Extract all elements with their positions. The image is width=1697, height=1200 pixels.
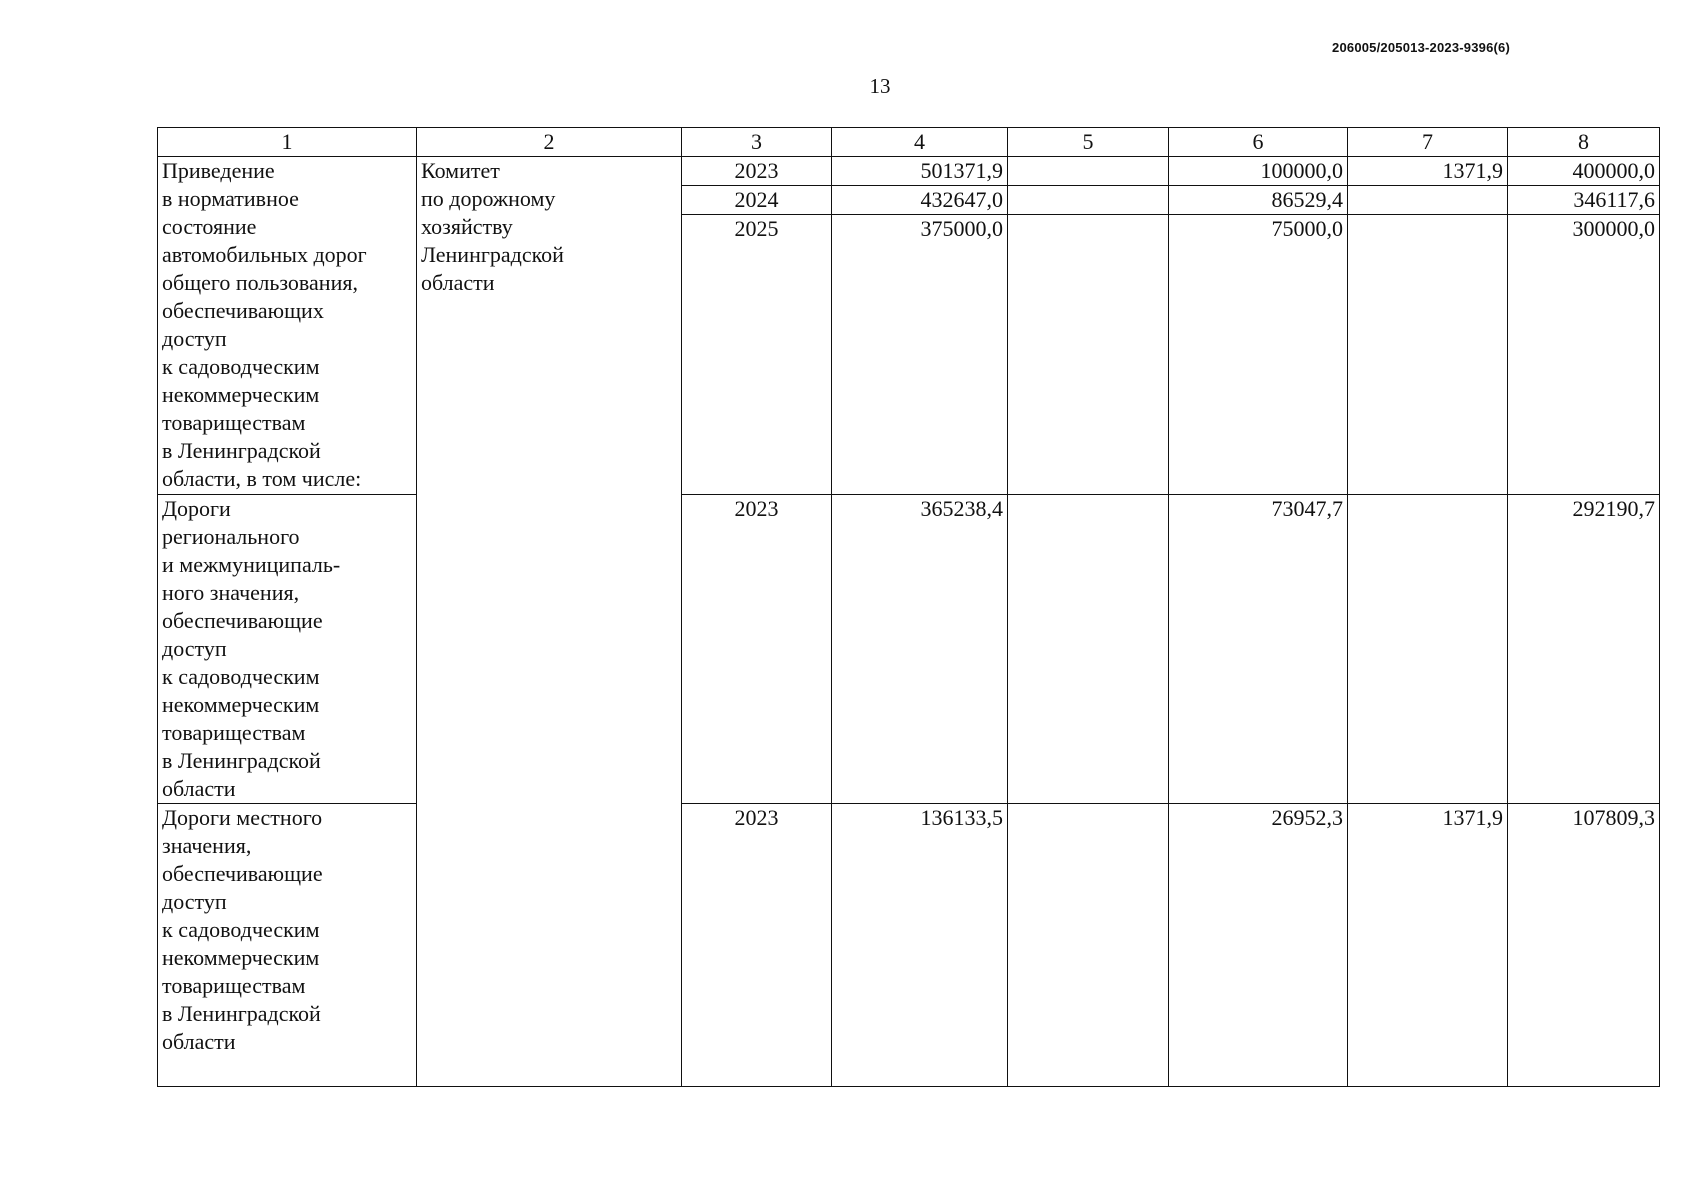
measure-name-line: автомобильных дорог [162, 242, 367, 267]
executor-cell [417, 157, 682, 1087]
measure-name-line: Дороги [162, 496, 231, 521]
measure-name-line: в Ленинградской [162, 438, 321, 463]
measure-name-line: доступ [162, 636, 227, 661]
measure-name-line: товариществам [162, 720, 306, 745]
measure-name-line: некоммерческим [162, 692, 320, 717]
measure-name-line: области [162, 1029, 236, 1054]
column8-cell: 107809,3 [1508, 804, 1660, 1087]
total-cell: 136133,5 [832, 804, 1008, 1087]
measure-name-line: в нормативное [162, 186, 299, 211]
measure-name-line: к садоводческим [162, 354, 320, 379]
column8-cell: 400000,0 [1508, 157, 1660, 186]
column-header: 4 [832, 128, 1008, 157]
table-row [158, 157, 1660, 186]
column5-cell [1008, 157, 1169, 186]
column5-cell [1008, 495, 1169, 804]
column5-cell [1008, 215, 1169, 495]
column7-cell [1348, 495, 1508, 804]
year-cell: 2023 [682, 157, 832, 186]
column6-cell: 75000,0 [1169, 215, 1348, 495]
measure-name-line: Приведение [162, 158, 275, 183]
column7-cell: 1371,9 [1348, 157, 1508, 186]
column8-cell: 292190,7 [1508, 495, 1660, 804]
measure-name-line: области [162, 776, 236, 801]
column6-cell: 100000,0 [1169, 157, 1348, 186]
measure-name-line: к садоводческим [162, 664, 320, 689]
column8-cell: 346117,6 [1508, 186, 1660, 215]
measure-name-line: к садоводческим [162, 917, 320, 942]
column-header: 6 [1169, 128, 1348, 157]
measure-name-line: и межмуниципаль- [162, 552, 341, 577]
measure-name-line: значения, [162, 833, 252, 858]
column6-cell: 86529,4 [1169, 186, 1348, 215]
measure-name-line: некоммерческим [162, 382, 320, 407]
column-header: 1 [158, 128, 417, 157]
measure-name-line: обеспечивающие [162, 861, 323, 886]
measure-name-line: доступ [162, 326, 227, 351]
total-cell: 365238,4 [832, 495, 1008, 804]
measure-name-line: обеспечивающих [162, 298, 324, 323]
total-cell: 432647,0 [832, 186, 1008, 215]
total-cell: 375000,0 [832, 215, 1008, 495]
column-header: 3 [682, 128, 832, 157]
measure-name-line: доступ [162, 889, 227, 914]
column8-cell: 300000,0 [1508, 215, 1660, 495]
column7-cell: 1371,9 [1348, 804, 1508, 1087]
page-number: 13 [869, 74, 891, 98]
measure-name-line: общего пользования, [162, 270, 358, 295]
executor-line: Комитет [421, 158, 500, 183]
column6-cell: 26952,3 [1169, 804, 1348, 1087]
column-header: 8 [1508, 128, 1660, 157]
measure-name-cell [158, 804, 417, 1087]
column-header: 2 [417, 128, 682, 157]
measure-name-line: ного значения, [162, 580, 300, 605]
measure-name-line: в Ленинградской [162, 1001, 321, 1026]
column7-cell [1348, 215, 1508, 495]
executor-line: хозяйству [421, 214, 513, 239]
table-header-row [158, 128, 1660, 157]
measure-name-line: товариществам [162, 973, 306, 998]
table-row [158, 495, 1660, 804]
total-cell: 501371,9 [832, 157, 1008, 186]
measure-name-cell [158, 157, 417, 495]
year-cell: 2025 [682, 215, 832, 495]
measure-name-line: обеспечивающие [162, 608, 323, 633]
table-row [158, 804, 1660, 1087]
column7-cell [1348, 186, 1508, 215]
year-cell: 2024 [682, 186, 832, 215]
column5-cell [1008, 804, 1169, 1087]
measure-name-line: регионального [162, 524, 300, 549]
budget-table [157, 127, 1660, 1087]
year-cell: 2023 [682, 495, 832, 804]
measure-name-line: области, в том числе: [162, 466, 362, 491]
measure-name-line: товариществам [162, 410, 306, 435]
document-id: 206005/205013-2023-9396(6) [1332, 40, 1510, 55]
measure-name-line: некоммерческим [162, 945, 320, 970]
measure-name-line: состояние [162, 214, 257, 239]
column-header: 5 [1008, 128, 1169, 157]
measure-name-line: Дороги местного [162, 805, 323, 830]
executor-line: Ленинградской [421, 242, 564, 267]
column6-cell: 73047,7 [1169, 495, 1348, 804]
column5-cell [1008, 186, 1169, 215]
measure-name-cell [158, 495, 417, 804]
executor-line: по дорожному [421, 186, 556, 211]
year-cell: 2023 [682, 804, 832, 1087]
measure-name-line: в Ленинградской [162, 748, 321, 773]
executor-line: области [421, 270, 495, 295]
column-header: 7 [1348, 128, 1508, 157]
